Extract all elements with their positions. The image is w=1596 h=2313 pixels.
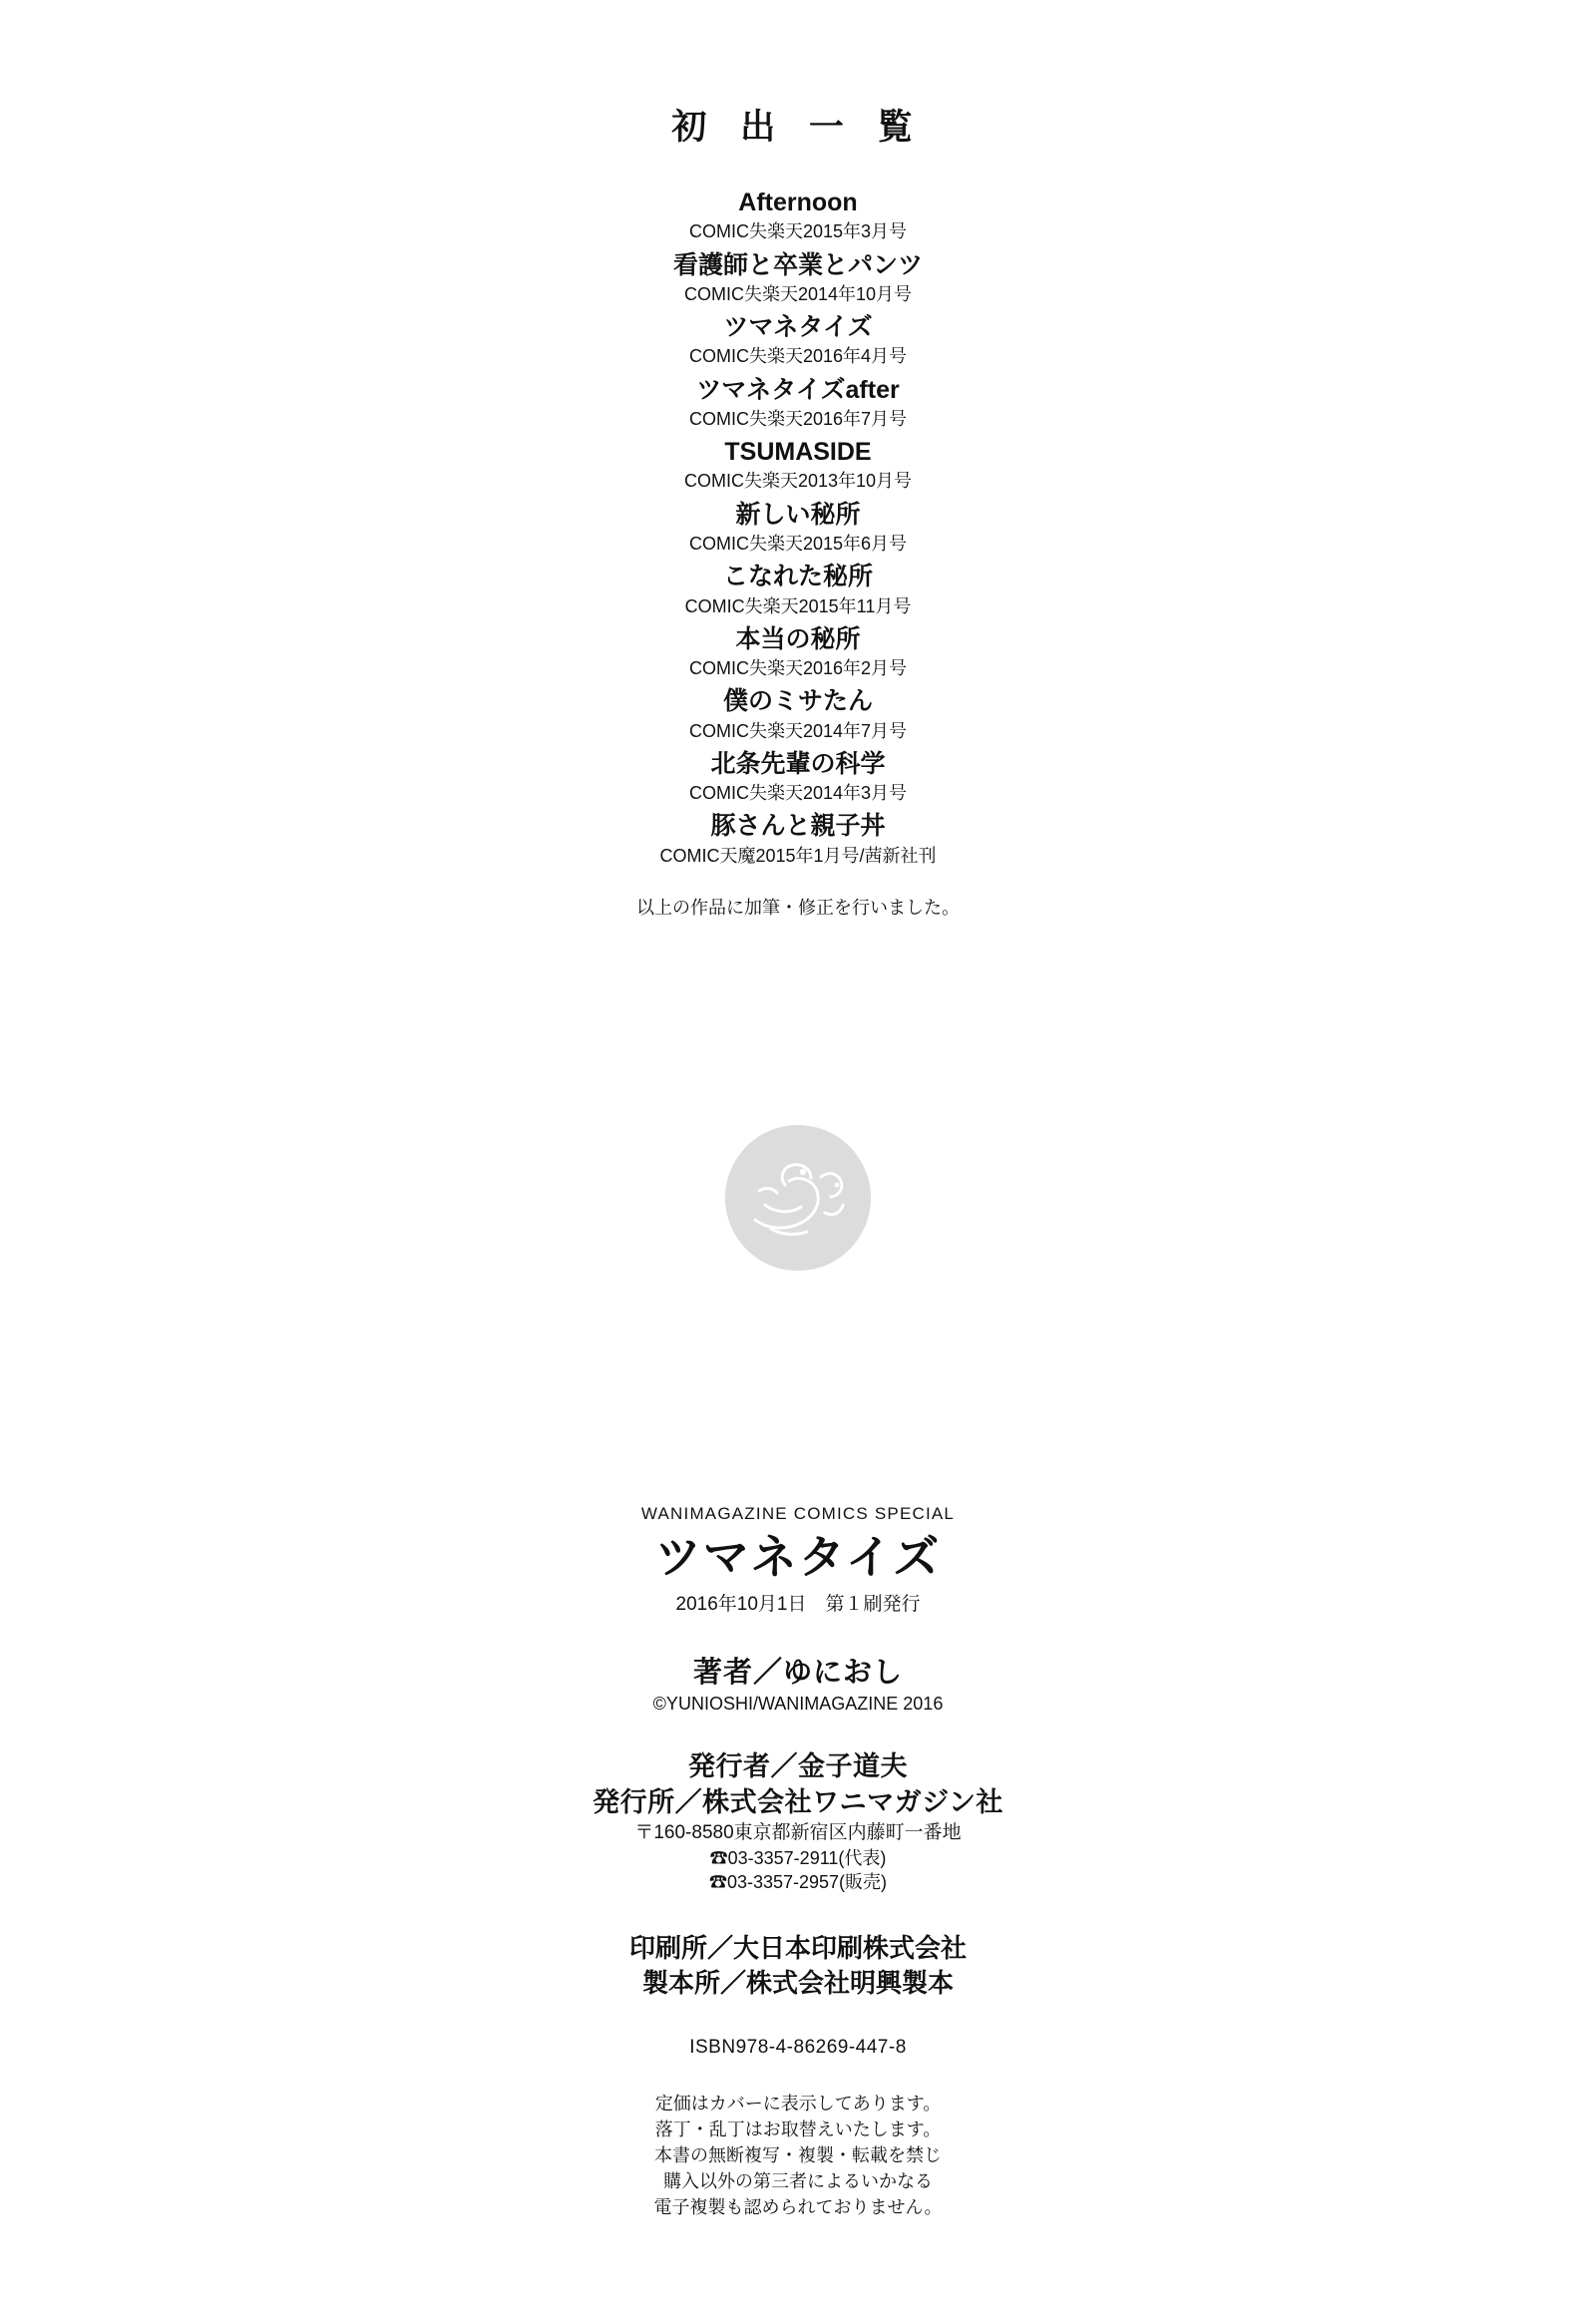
work-source: COMIC天魔2015年1月号/茜新社刊 (659, 845, 937, 866)
list-item (0, 811, 1596, 868)
list-item (0, 250, 1596, 307)
publication-date: 2016年10月1日 第１刷発行 (675, 1593, 921, 1615)
work-title: 豚さんと親子丼 (710, 812, 886, 841)
work-source: COMIC失楽天2015年11月号 (684, 595, 912, 616)
legal-line: 本書の無断複写・複製・転載を禁じ (654, 2145, 942, 2166)
work-source: COMIC失楽天2016年7月号 (688, 408, 908, 429)
list-item (0, 437, 1596, 494)
list-item (0, 188, 1596, 244)
publisher-phone-main: ☎03-3357-2911(代表) (709, 1848, 887, 1869)
work-title: 新しい秘所 (735, 500, 861, 529)
work-source: COMIC失楽天2016年4月号 (688, 346, 908, 367)
work-source: COMIC失楽天2014年3月号 (688, 783, 908, 804)
printer-block (0, 1931, 1596, 2001)
work-title: TSUMASIDE (724, 438, 872, 467)
work-title: 北条先輩の科学 (710, 749, 886, 778)
list-item (0, 686, 1596, 743)
work-title: Afternoon (738, 189, 858, 216)
publisher-phone-sales: ☎03-3357-2957(販売) (708, 1872, 888, 1893)
publisher-company: 発行所／株式会社ワニマガジン社 (593, 1787, 1003, 1818)
list-note: 以上の作品に加筆・修正を行いました。 (636, 898, 960, 919)
section-title: 初 出 一 覧 (671, 108, 925, 147)
publisher-address: 〒160-8580東京都新宿区内藤町一番地 (634, 1822, 962, 1844)
work-source: COMIC失楽天2015年3月号 (688, 221, 908, 242)
publisher-logo-wrap (0, 1125, 1596, 1276)
imprint-series: WANIMAGAZINE COMICS SPECIAL (640, 1504, 956, 1523)
author-line: 著者／ゆにおし (692, 1656, 903, 1689)
isbn: ISBN978-4-86269-447-8 (689, 2036, 907, 2058)
work-title: 本当の秘所 (735, 624, 861, 653)
book-title: ツマネタイズ (654, 1531, 942, 1583)
legal-line: 定価はカバーに表示してあります。 (654, 2093, 942, 2114)
work-source: COMIC失楽天2015年6月号 (688, 533, 908, 554)
legal-line: 購入以外の第三者によるいかなる (663, 2171, 933, 2192)
work-source: COMIC失楽天2014年10月号 (683, 283, 913, 304)
work-title: ツマネタイズafter (696, 375, 900, 404)
publisher-block (0, 1748, 1596, 1895)
work-title: 看護師と卒業とパンツ (672, 250, 923, 279)
work-title: ツマネタイズ (723, 313, 873, 342)
list-item (0, 749, 1596, 806)
publisher-person: 発行者／金子道夫 (688, 1750, 908, 1781)
list-item (0, 500, 1596, 557)
work-title: こなれた秘所 (722, 563, 873, 591)
copyright-line: ©YUNIOSHI/WANIMAGAZINE 2016 (652, 1693, 944, 1714)
list-item (0, 624, 1596, 681)
work-source: COMIC失楽天2014年7月号 (688, 720, 908, 741)
list-item (0, 375, 1596, 432)
wanimagazine-dragon-logo-icon (725, 1125, 871, 1271)
list-item (0, 312, 1596, 369)
work-source: COMIC失楽天2016年2月号 (688, 658, 908, 679)
legal-notice (0, 2091, 1596, 2220)
imprint-block (0, 1504, 1596, 2220)
printer-line: 印刷所／大日本印刷株式会社 (628, 1932, 967, 1963)
work-source: COMIC失楽天2013年10月号 (683, 471, 913, 492)
list-item (0, 562, 1596, 618)
work-title: 僕のミサたん (722, 687, 873, 716)
work-list (0, 188, 1596, 868)
first-appearance-section (0, 100, 1596, 920)
binder-line: 製本所／株式会社明興製本 (641, 1967, 954, 1998)
legal-line: 落丁・乱丁はお取替えいたします。 (654, 2119, 942, 2139)
legal-line: 電子複製も認められておりません。 (653, 2197, 943, 2218)
